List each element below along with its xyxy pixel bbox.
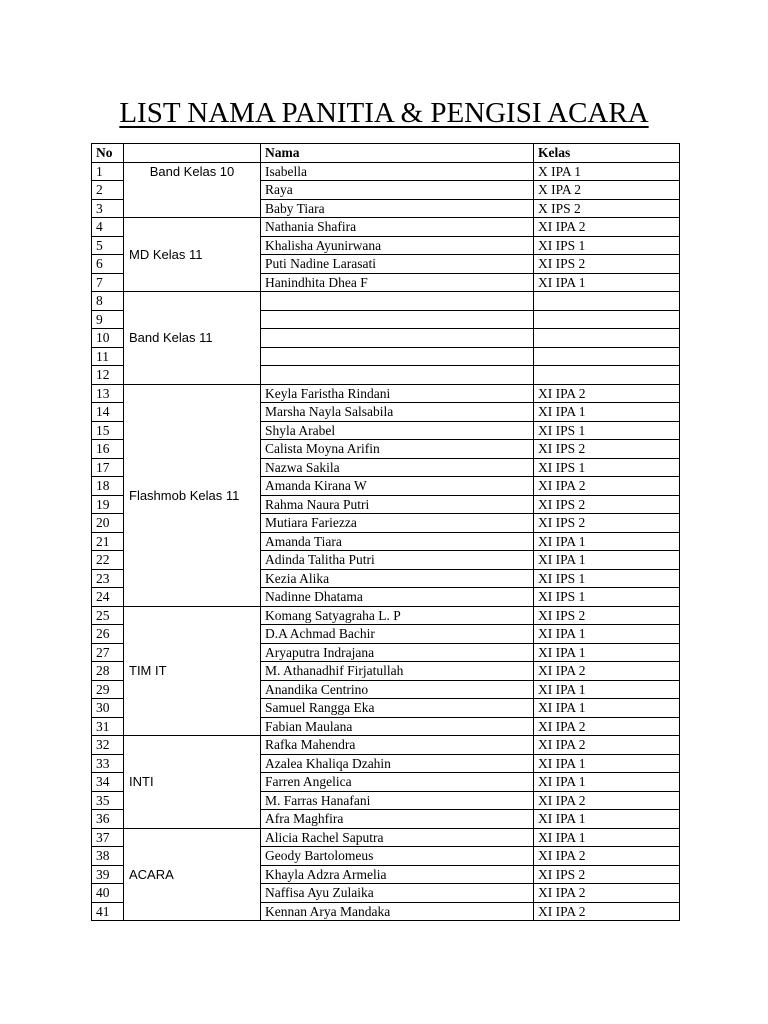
table-row xyxy=(92,384,680,403)
member-class: X IPA 1 xyxy=(534,162,680,181)
member-class: XI IPA 1 xyxy=(534,680,680,699)
member-name: Raya xyxy=(261,181,534,200)
member-name: Nadinne Dhatama xyxy=(261,588,534,607)
member-name: Rafka Mahendra xyxy=(261,736,534,755)
row-number: 29 xyxy=(92,680,124,699)
row-number: 2 xyxy=(92,181,124,200)
row-number: 34 xyxy=(92,773,124,792)
table-row xyxy=(92,292,680,311)
member-class: XI IPS 1 xyxy=(534,458,680,477)
member-name: Adinda Talitha Putri xyxy=(261,551,534,570)
row-number: 8 xyxy=(92,292,124,311)
group-label: INTI xyxy=(124,736,261,829)
member-name xyxy=(261,292,534,311)
row-number: 36 xyxy=(92,810,124,829)
member-class: XI IPS 1 xyxy=(534,421,680,440)
document-title-text: LIST NAMA PANITIA & PENGISI ACARA xyxy=(119,97,649,129)
member-class: XI IPA 2 xyxy=(534,218,680,237)
row-number: 16 xyxy=(92,440,124,459)
member-class: XI IPA 1 xyxy=(534,403,680,422)
member-class: XI IPA 1 xyxy=(534,532,680,551)
group-label: TIM IT xyxy=(124,606,261,736)
member-name: Fabian Maulana xyxy=(261,717,534,736)
group-label: ACARA xyxy=(124,828,261,921)
header-kelas: Kelas xyxy=(534,144,680,163)
member-class: XI IPA 2 xyxy=(534,902,680,921)
row-number: 15 xyxy=(92,421,124,440)
row-number: 37 xyxy=(92,828,124,847)
member-name: Hanindhita Dhea F xyxy=(261,273,534,292)
header-nama: Nama xyxy=(261,144,534,163)
member-class: XI IPA 1 xyxy=(534,625,680,644)
member-class xyxy=(534,347,680,366)
member-class: X IPS 2 xyxy=(534,199,680,218)
member-class: XI IPA 2 xyxy=(534,791,680,810)
member-name: Shyla Arabel xyxy=(261,421,534,440)
member-class: XI IPA 2 xyxy=(534,847,680,866)
row-number: 3 xyxy=(92,199,124,218)
member-class: XI IPS 1 xyxy=(534,588,680,607)
table-row xyxy=(92,218,680,237)
member-name: Nathania Shafira xyxy=(261,218,534,237)
row-number: 20 xyxy=(92,514,124,533)
row-number: 22 xyxy=(92,551,124,570)
member-name: Naffisa Ayu Zulaika xyxy=(261,884,534,903)
member-name: Farren Angelica xyxy=(261,773,534,792)
row-number: 9 xyxy=(92,310,124,329)
member-name xyxy=(261,347,534,366)
member-name: Alicia Rachel Saputra xyxy=(261,828,534,847)
table-body xyxy=(92,162,680,921)
row-number: 35 xyxy=(92,791,124,810)
member-class: XI IPS 1 xyxy=(534,236,680,255)
row-number: 10 xyxy=(92,329,124,348)
member-name xyxy=(261,310,534,329)
member-class: XI IPS 2 xyxy=(534,495,680,514)
member-name xyxy=(261,366,534,385)
member-name: Mutiara Fariezza xyxy=(261,514,534,533)
group-label: Flashmob Kelas 11 xyxy=(124,384,261,606)
member-class: XI IPA 1 xyxy=(534,699,680,718)
row-number: 24 xyxy=(92,588,124,607)
member-name: Baby Tiara xyxy=(261,199,534,218)
member-name: Isabella xyxy=(261,162,534,181)
member-name: Amanda Tiara xyxy=(261,532,534,551)
member-name: Puti Nadine Larasati xyxy=(261,255,534,274)
member-class: XI IPA 1 xyxy=(534,810,680,829)
member-name: Calista Moyna Arifin xyxy=(261,440,534,459)
member-class xyxy=(534,292,680,311)
row-number: 17 xyxy=(92,458,124,477)
row-number: 1 xyxy=(92,162,124,181)
row-number: 7 xyxy=(92,273,124,292)
member-class: XI IPA 1 xyxy=(534,643,680,662)
member-class: XI IPA 2 xyxy=(534,884,680,903)
member-name: Khalisha Ayunirwana xyxy=(261,236,534,255)
row-number: 27 xyxy=(92,643,124,662)
member-name: M. Farras Hanafani xyxy=(261,791,534,810)
row-number: 31 xyxy=(92,717,124,736)
row-number: 6 xyxy=(92,255,124,274)
member-class: XI IPA 2 xyxy=(534,384,680,403)
member-name: M. Athanadhif Firjatullah xyxy=(261,662,534,681)
member-class: XI IPA 1 xyxy=(534,754,680,773)
row-number: 33 xyxy=(92,754,124,773)
row-number: 28 xyxy=(92,662,124,681)
table-row xyxy=(92,828,680,847)
member-class: XI IPA 1 xyxy=(534,551,680,570)
row-number: 11 xyxy=(92,347,124,366)
member-name: Rahma Naura Putri xyxy=(261,495,534,514)
member-class: XI IPS 2 xyxy=(534,865,680,884)
member-class xyxy=(534,366,680,385)
header-no: No xyxy=(92,144,124,163)
header-group xyxy=(124,144,261,163)
member-name: Azalea Khaliqa Dzahin xyxy=(261,754,534,773)
member-name: Nazwa Sakila xyxy=(261,458,534,477)
member-class: XI IPA 2 xyxy=(534,662,680,681)
member-name: D.A Achmad Bachir xyxy=(261,625,534,644)
group-label: Band Kelas 11 xyxy=(124,292,261,385)
row-number: 39 xyxy=(92,865,124,884)
member-name: Geody Bartolomeus xyxy=(261,847,534,866)
table-row xyxy=(92,736,680,755)
member-class: XI IPS 2 xyxy=(534,606,680,625)
member-name: Komang Satyagraha L. P xyxy=(261,606,534,625)
member-name: Kennan Arya Mandaka xyxy=(261,902,534,921)
member-class: XI IPA 1 xyxy=(534,273,680,292)
table-row xyxy=(92,606,680,625)
member-class: XI IPA 2 xyxy=(534,717,680,736)
row-number: 40 xyxy=(92,884,124,903)
member-name: Marsha Nayla Salsabila xyxy=(261,403,534,422)
member-name: Samuel Rangga Eka xyxy=(261,699,534,718)
member-class: XI IPA 1 xyxy=(534,773,680,792)
row-number: 26 xyxy=(92,625,124,644)
member-name: Kezia Alika xyxy=(261,569,534,588)
member-name xyxy=(261,329,534,348)
member-class: XI IPA 1 xyxy=(534,828,680,847)
member-class: XI IPS 2 xyxy=(534,255,680,274)
member-class: X IPA 2 xyxy=(534,181,680,200)
row-number: 21 xyxy=(92,532,124,551)
member-name: Afra Maghfira xyxy=(261,810,534,829)
row-number: 18 xyxy=(92,477,124,496)
member-class: XI IPS 1 xyxy=(534,569,680,588)
member-name: Amanda Kirana W xyxy=(261,477,534,496)
row-number: 13 xyxy=(92,384,124,403)
row-number: 41 xyxy=(92,902,124,921)
table-header-row xyxy=(92,144,680,163)
member-class: XI IPA 2 xyxy=(534,736,680,755)
row-number: 19 xyxy=(92,495,124,514)
group-label: MD Kelas 11 xyxy=(124,218,261,292)
member-class xyxy=(534,329,680,348)
committee-table xyxy=(91,143,680,921)
member-name: Aryaputra Indrajana xyxy=(261,643,534,662)
row-number: 32 xyxy=(92,736,124,755)
member-class: XI IPS 2 xyxy=(534,440,680,459)
row-number: 23 xyxy=(92,569,124,588)
row-number: 14 xyxy=(92,403,124,422)
table-row xyxy=(92,162,680,181)
member-name: Keyla Faristha Rindani xyxy=(261,384,534,403)
member-class xyxy=(534,310,680,329)
row-number: 4 xyxy=(92,218,124,237)
member-class: XI IPA 2 xyxy=(534,477,680,496)
member-name: Khayla Adzra Armelia xyxy=(261,865,534,884)
row-number: 38 xyxy=(92,847,124,866)
row-number: 25 xyxy=(92,606,124,625)
group-label: Band Kelas 10 xyxy=(124,162,261,218)
member-class: XI IPS 2 xyxy=(534,514,680,533)
member-name: Anandika Centrino xyxy=(261,680,534,699)
row-number: 12 xyxy=(92,366,124,385)
row-number: 5 xyxy=(92,236,124,255)
row-number: 30 xyxy=(92,699,124,718)
document-title xyxy=(0,93,768,133)
